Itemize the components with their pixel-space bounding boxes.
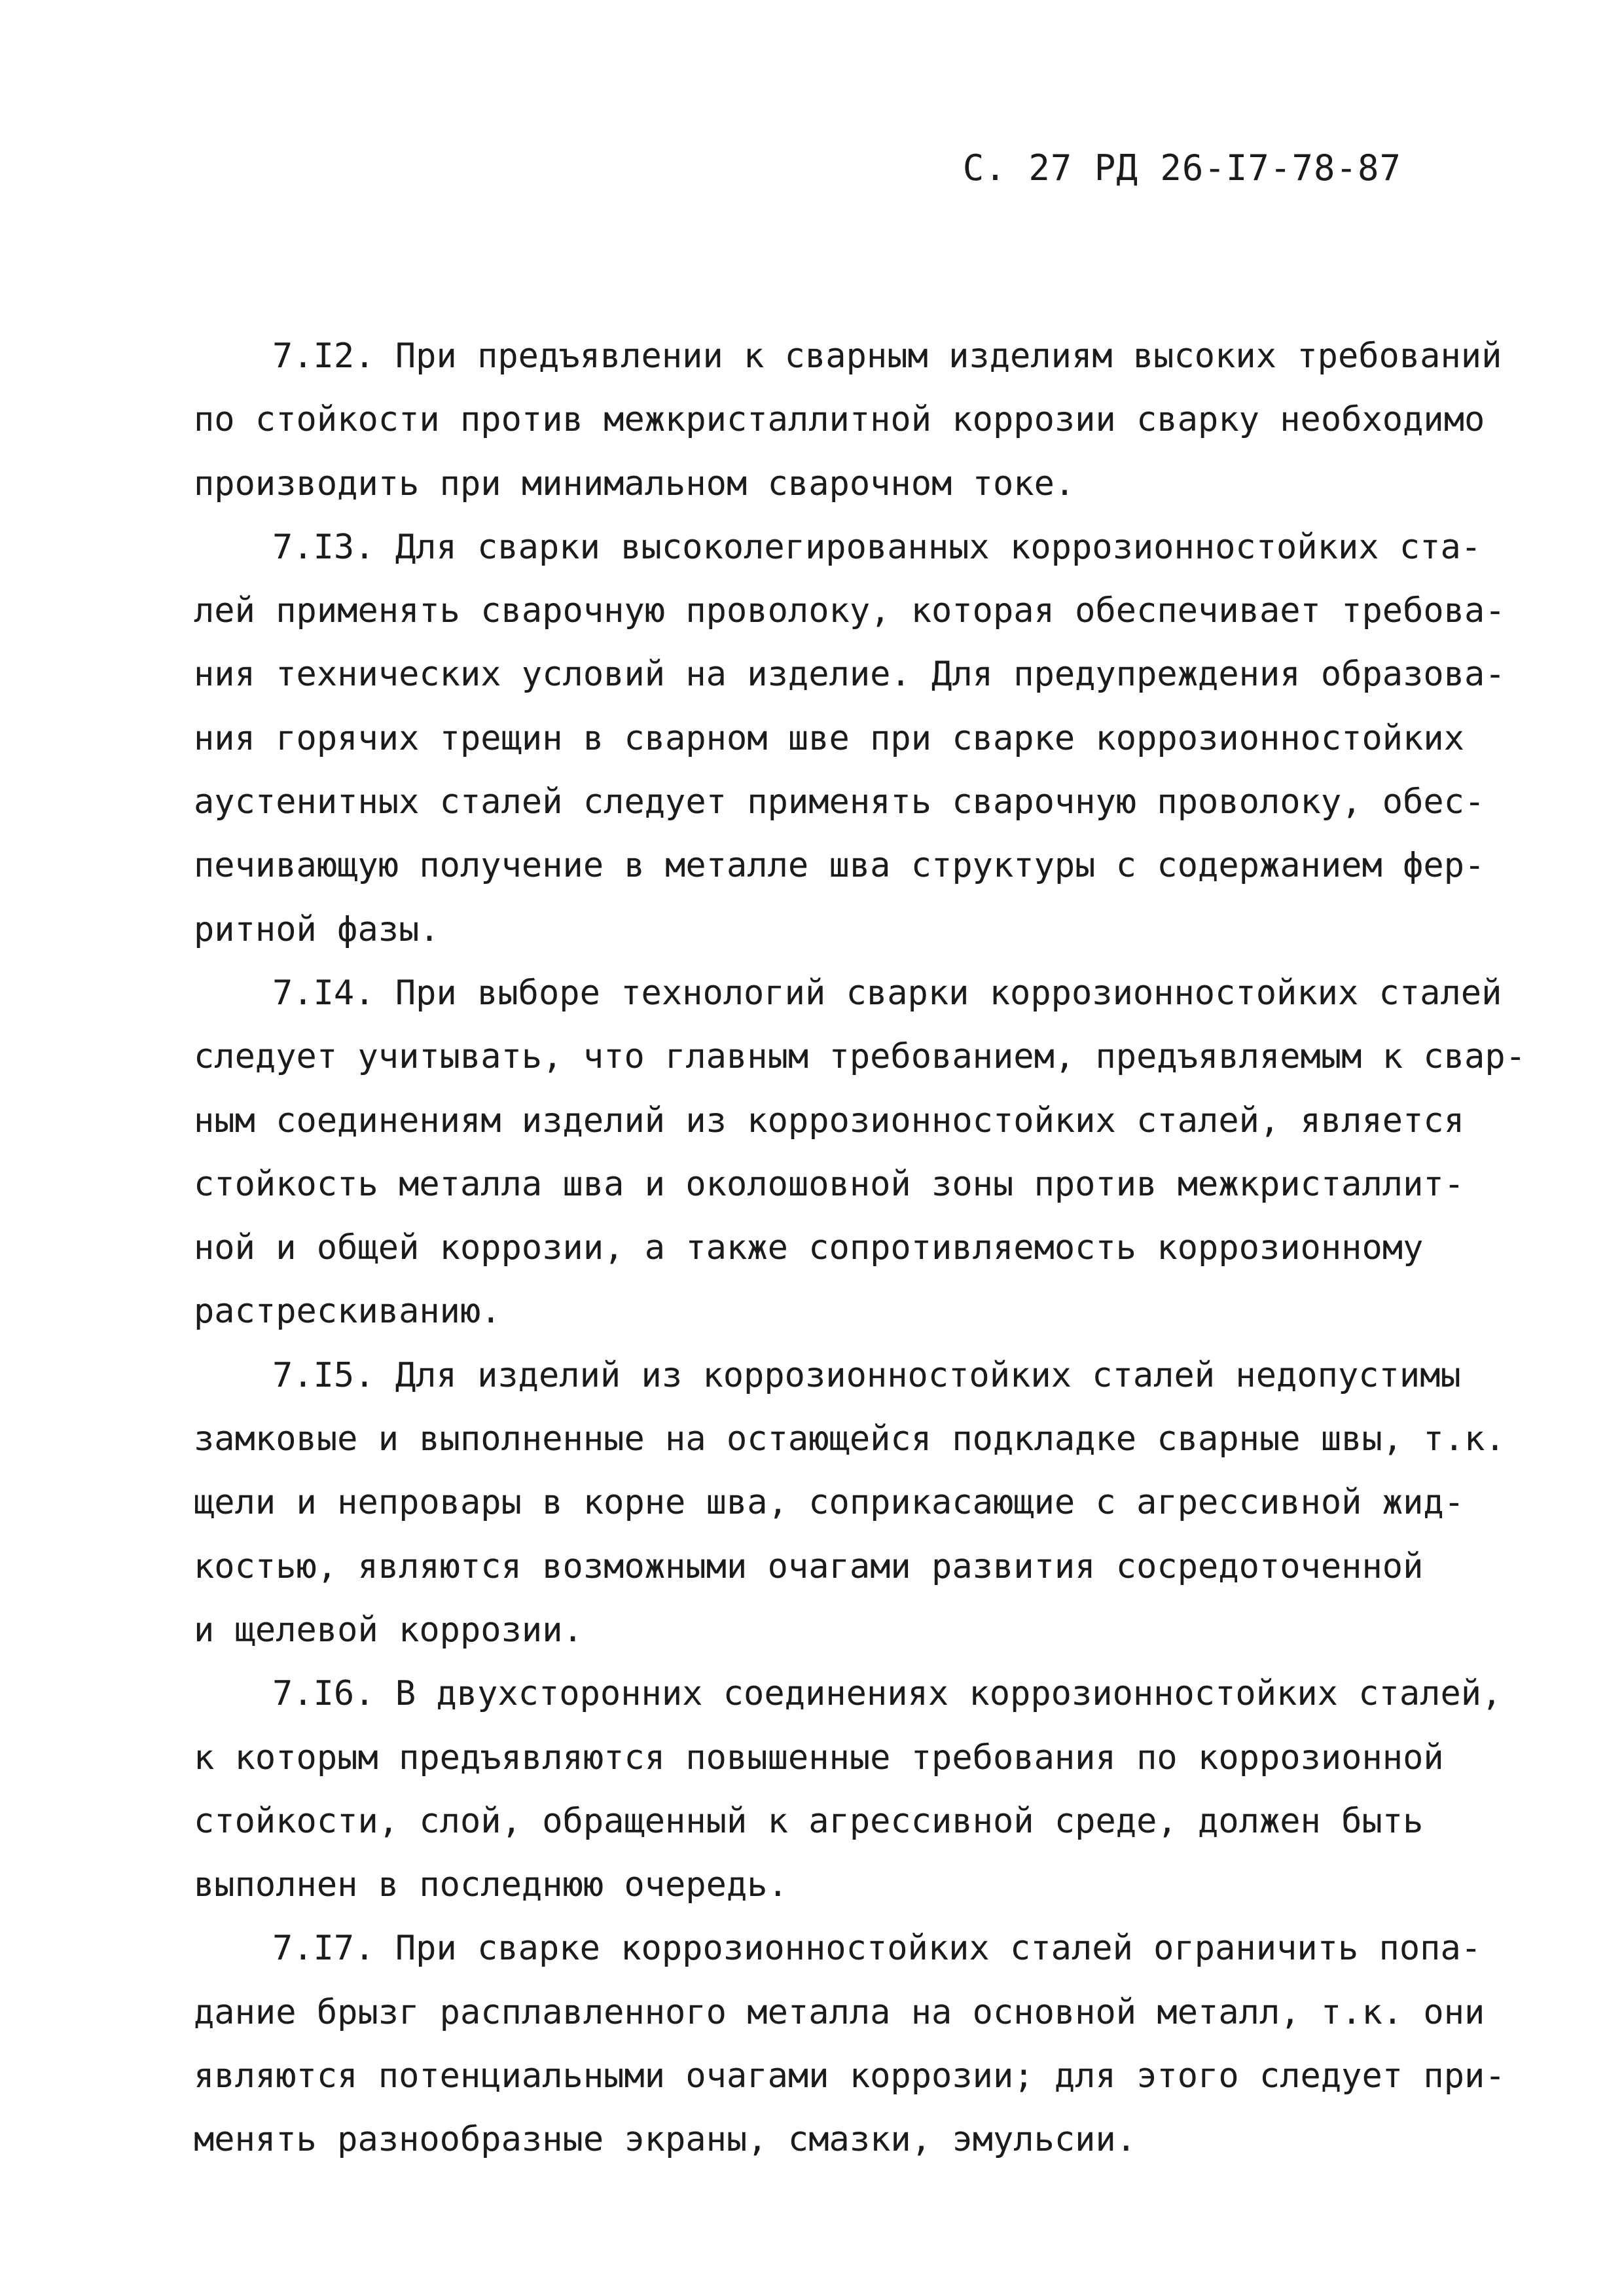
text-line: стойкость металла шва и околошовной зоны против межкристаллит- [194,1164,1465,1204]
text-line: аустенитных сталей следует применять сварочную проволоку, обес- [194,782,1485,822]
paragraph-7-12 [194,325,1502,516]
text-line: 7.I4. При выборе технологий сварки коррозионностойких сталей [272,973,1502,1013]
text-line: 7.I3. Для сварки высоколегированных коррозионностойких ста- [272,527,1482,567]
text-line: замковые и выполненные на остающейся подкладке сварные швы, т.к. [194,1419,1506,1459]
page-header: С. 27 РД 26-I7-78-87 [962,147,1401,189]
paragraph-7-13 [194,516,1506,962]
text-line: следует учитывать, что главным требованием, предъявляемым к свар- [194,1037,1526,1077]
text-line: растрескиванию. [194,1292,501,1332]
text-line: являются потенциальными очагами коррозии; для этого следует при- [194,2056,1506,2096]
text-line: к которым предъявляются повышенные требования по коррозионной [194,1738,1444,1777]
text-line: выполнен в последнюю очередь. [194,1865,788,1905]
paragraph-7-17 [194,1917,1506,2172]
text-line: дание брызг расплавленного металла на основной металл, т.к. они [194,1992,1485,2032]
text-line: ной и общей коррозии, а также сопротивляемость коррозионному [194,1228,1424,1268]
text-line: костью, являются возможными очагами развития сосредоточенной [194,1546,1424,1586]
text-line: 7.I7. При сварке коррозионностойких сталей ограничить попа- [272,1929,1482,1969]
text-line: ритной фазы. [194,909,440,949]
text-line: ным соединениям изделий из коррозионностойких сталей, является [194,1101,1465,1140]
paragraph-7-16 [194,1662,1502,1917]
text-line: по стойкости против межкристаллитной коррозии сварку необходимо [194,400,1485,440]
document-body [194,325,1526,2172]
text-line: 7.I2. При предъявлении к сварным изделиям высоких требований [272,337,1502,376]
text-line: и щелевой коррозии. [194,1610,583,1650]
text-line: ния горячих трещин в сварном шве при сварке коррозионностойких [194,718,1465,758]
paragraph-7-15 [194,1344,1506,1662]
text-line: ния технических условий на изделие. Для предупреждения образова- [194,655,1506,695]
text-line: 7.I6. В двухсторонних соединениях коррозионностойких сталей, [272,1674,1502,1714]
text-line: 7.I5. Для изделий из коррозионностойких сталей недопустимы [272,1355,1461,1395]
text-line: производить при минимальном сварочном токе. [194,464,1075,503]
text-line: лей применять сварочную проволоку, которая обеспечивает требова- [194,591,1506,631]
text-line: печивающую получение в металле шва структуры с содержанием фер- [194,846,1485,886]
text-line: щели и непровары в корне шва, соприкасающие с агрессивной жид- [194,1483,1465,1523]
text-line: стойкости, слой, обращенный к агрессивной среде, должен быть [194,1801,1424,1841]
text-line: менять разнообразные экраны, смазки, эмульсии. [194,2120,1137,2160]
paragraph-7-14 [194,962,1526,1344]
